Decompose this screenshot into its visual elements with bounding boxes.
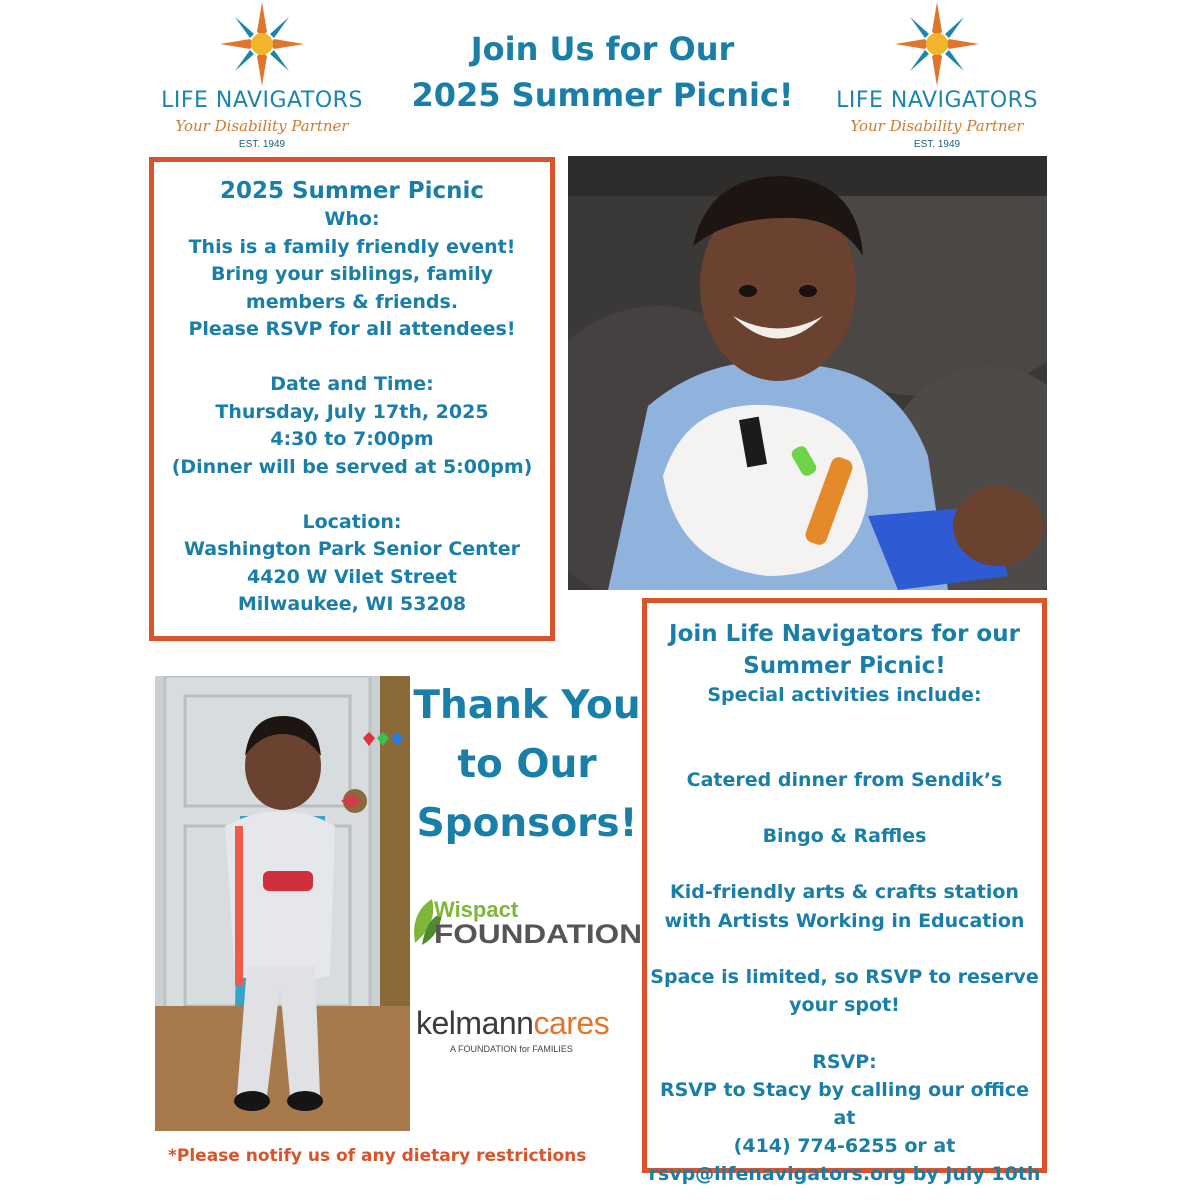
activities-line: rsvp@lifenavigators.org by July 10th: [648, 1163, 1041, 1186]
activities-title-1: Join Life Navigators for our: [669, 621, 1020, 647]
photo-illustration: [155, 676, 410, 1131]
activities-line: [647, 1019, 1042, 1047]
activities-line: (414) 774-6255 or at: [733, 1135, 956, 1158]
activities-line: [647, 709, 1042, 737]
activities-line: your spot!: [789, 994, 900, 1017]
details-lines: [154, 206, 550, 619]
details-line: (Dinner will be served at 5:00pm): [171, 455, 533, 478]
details-line: [154, 344, 550, 372]
logo-brand: LIFE NAVIGATORS: [161, 88, 363, 113]
activities-line: Special activities include:: [707, 684, 982, 706]
activities-line: Space is limited, so RSVP to reserve: [650, 966, 1039, 989]
details-line: Bring your siblings, family: [210, 263, 494, 285]
compass-sun-icon: [895, 2, 979, 86]
activities-line: [647, 850, 1042, 878]
photo-illustration: [568, 156, 1047, 590]
details-line: Washington Park Senior Center: [183, 538, 521, 560]
thanks-line-1: Thank You: [413, 683, 641, 728]
kelmann-wordmark: [416, 1005, 641, 1042]
photo-smiling-boy: [568, 156, 1047, 590]
logo-brand: LIFE NAVIGATORS: [836, 88, 1038, 113]
dietary-note: *Please notify us of any dietary restrictions: [168, 1146, 587, 1166]
wispact-logo-mark: [412, 893, 644, 949]
details-line: This is a family friendly event!: [188, 235, 516, 258]
details-line: Thursday, July 17th, 2025: [215, 400, 489, 423]
details-line: Date and Time:: [270, 373, 434, 395]
photo-boy-with-backpack: [155, 676, 410, 1131]
activities-lines: [647, 681, 1042, 1189]
activities-line: RSVP:: [812, 1050, 877, 1073]
activities-title-2: Summer Picnic!: [743, 653, 946, 679]
activities-line: [647, 935, 1042, 963]
wispact-name: Wispact: [434, 897, 519, 922]
activities-line: [647, 794, 1042, 822]
activities-box: [642, 598, 1047, 1186]
life-navigators-logo-left: [147, 2, 377, 150]
cares-word: cares: [533, 1005, 610, 1041]
headline-line-2: 2025 Summer Picnic!: [411, 76, 794, 114]
kelmann-cares-logo: [416, 1005, 641, 1054]
details-line: Please RSVP for all attendees!: [188, 318, 516, 340]
activities-line: Bingo & Raffles: [762, 825, 927, 848]
life-navigators-logo-right: [822, 2, 1052, 150]
thanks-line-3: Sponsors!: [416, 801, 638, 846]
activities-line: [647, 737, 1042, 765]
event-details-box: [149, 157, 555, 641]
wispact-foundation-word: FOUNDATION: [434, 919, 642, 949]
details-line: 4420 W Vilet Street: [246, 565, 458, 588]
logo-tagline: Your Disability Partner: [175, 117, 349, 135]
thanks-line-2: to Our: [457, 742, 597, 787]
details-line: members & friends.: [245, 290, 459, 313]
headline-line-1: Join Us for Our: [470, 30, 735, 68]
details-line: [154, 481, 550, 509]
details-line: Who:: [324, 208, 380, 230]
kelmann-tagline: A FOUNDATION for FAMILIES: [450, 1044, 573, 1054]
wispact-foundation-logo: [412, 893, 644, 949]
details-line: Milwaukee, WI 53208: [237, 593, 467, 615]
activities-line: Kid-friendly arts & crafts station: [670, 881, 1019, 904]
page-headline: [400, 26, 805, 118]
activities-line: with Artists Working in Education: [664, 909, 1025, 932]
details-line: 4:30 to 7:00pm: [270, 428, 434, 450]
activities-line: Catered dinner from Sendik’s: [686, 768, 1003, 791]
details-title: 2025 Summer Picnic: [219, 178, 485, 204]
thank-you-sponsors: [412, 676, 642, 853]
logo-est: EST. 1949: [238, 139, 286, 150]
details-line: Location:: [302, 510, 402, 533]
logo-est: EST. 1949: [913, 139, 961, 150]
kelmann-word: kelmann: [416, 1005, 534, 1041]
compass-sun-icon: [220, 2, 304, 86]
logo-tagline: Your Disability Partner: [850, 117, 1024, 135]
activities-line: RSVP to Stacy by calling our office at: [659, 1078, 1030, 1130]
